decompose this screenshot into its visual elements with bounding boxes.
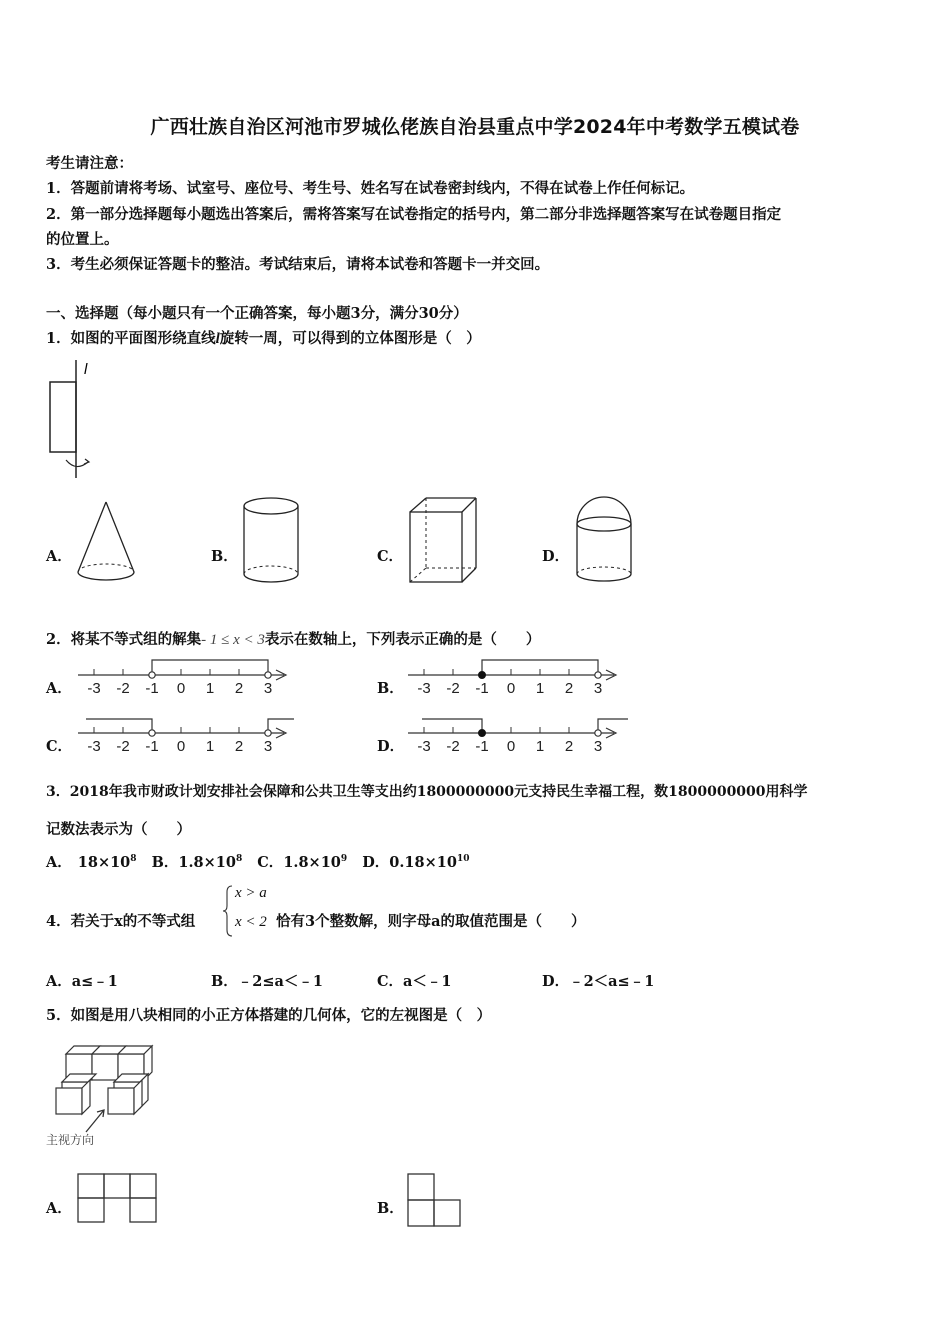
- tick-label: 1: [205, 738, 215, 755]
- page-title: 广西壮族自治区河池市罗城仫佬族自治县重点中学2024年中考数学五模试卷: [150, 116, 800, 138]
- q1-option-b[interactable]: B．: [211, 548, 238, 565]
- question-5-stem: 5．如图是用八块相同的小正方体搭建的几何体，它的左视图是（ ）: [46, 1007, 492, 1024]
- q3-options: [46, 851, 469, 872]
- q2-option-b[interactable]: B．: [377, 680, 404, 697]
- q4-option-c[interactable]: C．a＜﹣1: [377, 973, 452, 990]
- q2-inequality: - 1 ≤ x < 3: [201, 632, 265, 648]
- number-line-c: [72, 714, 302, 760]
- q1-var: l: [215, 331, 220, 347]
- q3-a-exp: 8: [130, 854, 137, 865]
- q3-b-label: B．: [151, 854, 179, 871]
- q2-option-c[interactable]: C．: [46, 738, 73, 755]
- tick-label: -3: [87, 680, 101, 697]
- q1-planar-figure: [40, 360, 110, 480]
- q2-stem-rest: 表示在数轴上，下列表示正确的是（ ）: [264, 631, 541, 648]
- q3-b-base: 1.8×10: [178, 854, 236, 871]
- q3-d-exp: 10: [456, 854, 470, 865]
- q3-a-base: 18×10: [77, 854, 131, 871]
- q3-d-label: D．: [362, 854, 390, 871]
- q3-option-d[interactable]: [362, 854, 469, 871]
- question-3-stem-b: 记数法表示为（ ）: [46, 821, 191, 838]
- cylinder-figure: [238, 494, 304, 590]
- q1-option-c[interactable]: C．: [377, 548, 404, 565]
- q3-c-base: 1.8×10: [283, 854, 341, 871]
- cuboid-figure: [404, 494, 480, 588]
- q5-option-b[interactable]: B．: [377, 1200, 404, 1217]
- q5-option-a[interactable]: A．: [46, 1200, 72, 1217]
- question-2-stem: [46, 628, 540, 649]
- tick-label: 0: [506, 738, 516, 755]
- notice-line-2b: 的位置上。: [46, 231, 119, 248]
- tick-label: 3: [263, 680, 273, 697]
- number-line-d: [402, 714, 634, 760]
- q3-option-c[interactable]: [257, 854, 347, 871]
- tick-label: -1: [475, 738, 489, 755]
- notice-heading: 考生请注意：: [46, 155, 133, 172]
- tick-label: -2: [116, 680, 130, 697]
- question-3-stem-a: 3．2018年我市财政计划安排社会保障和公共卫生等支出约1800000000元支持民生幸福工程，数1800000000用科学: [46, 784, 808, 800]
- tick-label: 2: [234, 680, 244, 697]
- q3-option-b[interactable]: [152, 854, 243, 871]
- cone-figure: [72, 498, 142, 588]
- q4-inequality-1: x > a: [235, 885, 267, 901]
- tick-label: 2: [564, 738, 574, 755]
- tick-label: -3: [417, 680, 431, 697]
- q2-stem: 2．将某不等式组的解集: [46, 631, 202, 648]
- tick-label: 2: [234, 738, 244, 755]
- q4-stem-rest: 恰有3个整数解，则字母a的取值范围是（ ）: [276, 913, 586, 930]
- tick-label: -2: [446, 738, 460, 755]
- tick-label: -1: [145, 680, 159, 697]
- tick-label: 0: [176, 680, 186, 697]
- q3-option-a[interactable]: [46, 854, 137, 871]
- tick-label: -2: [116, 738, 130, 755]
- q3-d-base: 0.18×10: [389, 854, 457, 871]
- q1-stem-rest: 旋转一周，可以得到的立体图形是（ ）: [219, 330, 481, 347]
- question-1-stem: [46, 327, 481, 348]
- q3-c-label: C．: [257, 854, 284, 871]
- tick-label: -1: [475, 680, 489, 697]
- q5-option-a-figure: [74, 1170, 160, 1228]
- q3-c-exp: 9: [340, 854, 348, 865]
- q5-option-b-figure: [404, 1170, 466, 1230]
- tick-label: 1: [535, 738, 545, 755]
- arrow-head-icon: [84, 459, 89, 464]
- cube-stack-figure: [44, 1040, 164, 1150]
- tick-label: -3: [87, 738, 101, 755]
- q4-inequality-2: x < 2: [235, 914, 267, 930]
- tick-label: -3: [417, 738, 431, 755]
- tick-label: 0: [176, 738, 186, 755]
- tick-label: -1: [145, 738, 159, 755]
- q1-stem: 1．如图的平面图形绕直线: [46, 330, 216, 347]
- q1-option-a[interactable]: A．: [46, 548, 72, 565]
- tick-label: 1: [535, 680, 545, 697]
- number-line-b: [402, 656, 632, 702]
- section-heading: 一、选择题（每小题只有一个正确答案，每小题3分，满分30分）: [46, 305, 468, 322]
- axis-label: l: [84, 361, 88, 378]
- tick-label: 3: [593, 738, 603, 755]
- tick-label: 0: [506, 680, 516, 697]
- q4-option-b[interactable]: B．﹣2≤a＜﹣1: [211, 973, 323, 990]
- cylinder-hemisphere-figure: [570, 494, 638, 590]
- q4-option-d[interactable]: D．﹣2＜a≤﹣1: [542, 973, 655, 990]
- q4-option-a[interactable]: A．a≤﹣1: [46, 973, 118, 990]
- tick-label: -2: [446, 680, 460, 697]
- notice-line-2a: 2．第一部分选择题每小题选出答案后，需将答案写在试卷指定的括号内，第二部分非选择题答案写在试卷题目指定: [46, 206, 782, 223]
- tick-label: 3: [593, 680, 603, 697]
- tick-label: 2: [564, 680, 574, 697]
- system-brace-icon: [222, 884, 234, 938]
- notice-line-3: 3．考生必须保证答题卡的整洁。考试结束后，请将本试卷和答题卡一并交回。: [46, 256, 550, 273]
- notice-line-1: 1．答题前请将考场、试室号、座位号、考生号、姓名写在试卷密封线内，不得在试卷上作任何标记。: [46, 180, 695, 197]
- q3-a-label: A．: [46, 854, 72, 871]
- q1-option-d[interactable]: D．: [542, 548, 570, 565]
- q2-option-d[interactable]: D．: [377, 738, 405, 755]
- q2-option-a[interactable]: A．: [46, 680, 72, 697]
- tick-label: 1: [205, 680, 215, 697]
- q3-b-exp: 8: [235, 854, 243, 865]
- number-line-a: [72, 656, 302, 702]
- tick-label: 3: [263, 738, 273, 755]
- q4-stem: 4．若关于x的不等式组: [46, 913, 196, 930]
- rectangle-shape: [50, 382, 76, 452]
- view-direction-label: 主视方向: [46, 1133, 95, 1147]
